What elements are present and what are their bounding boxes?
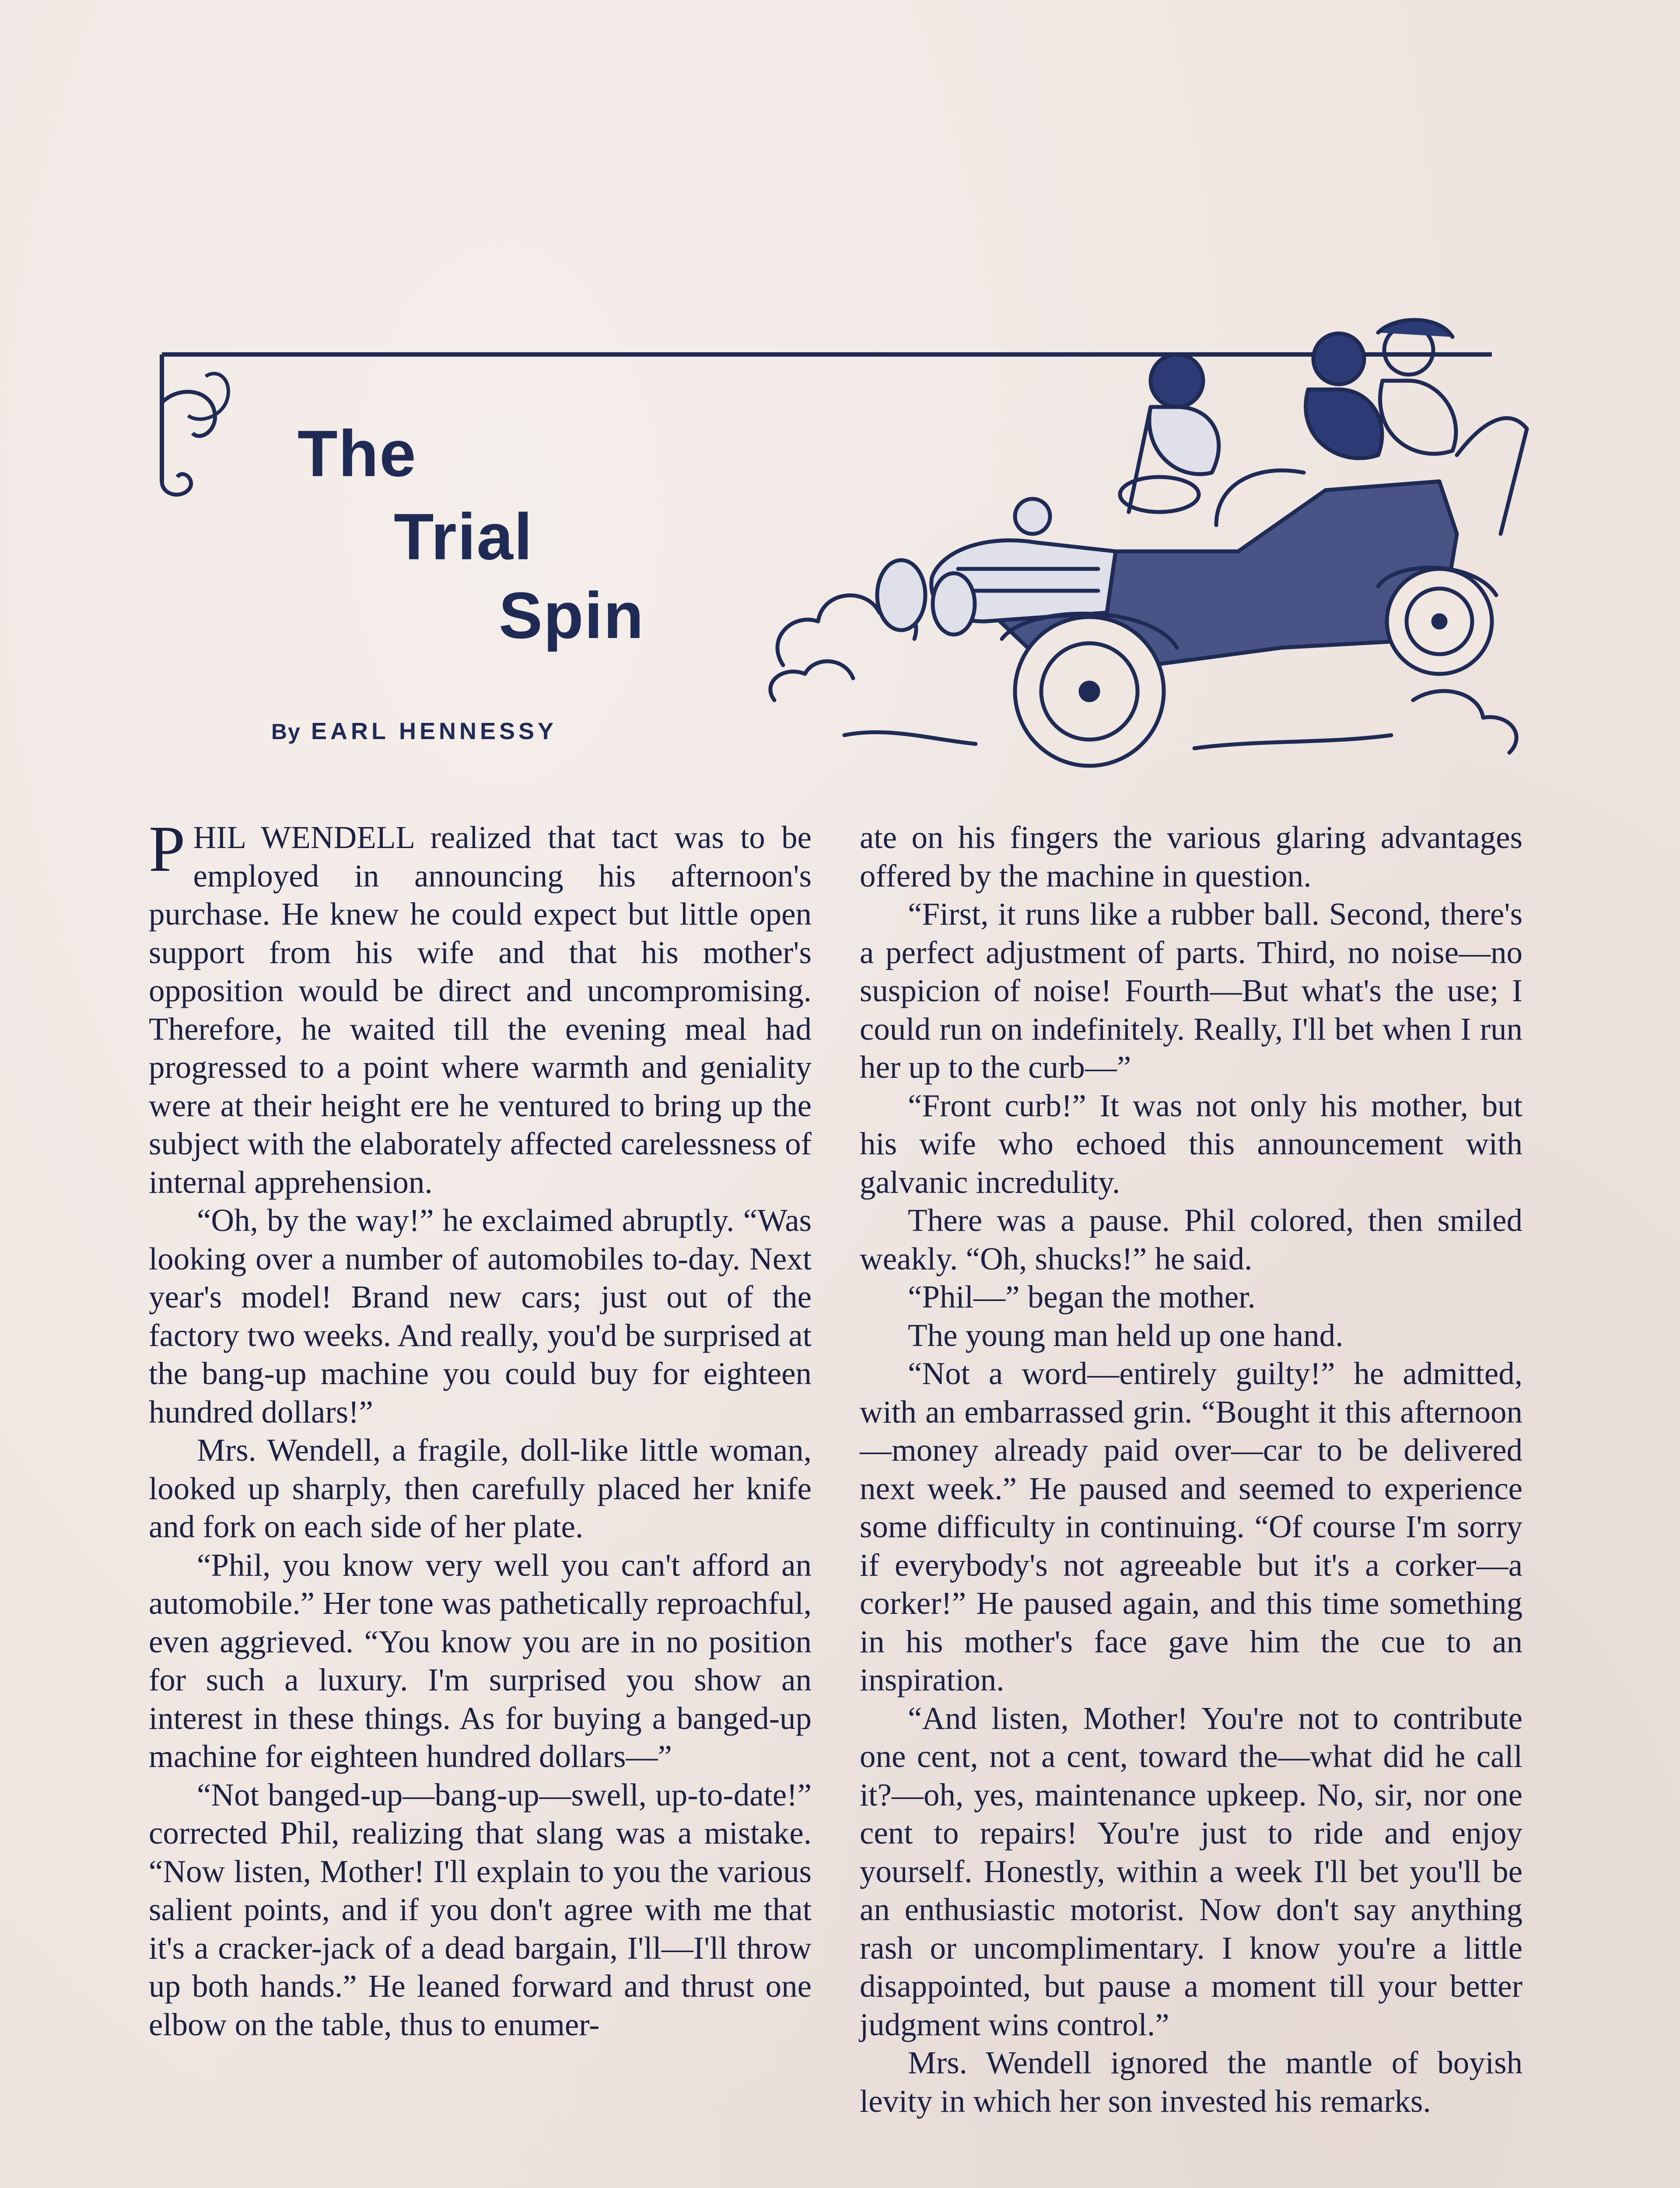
drop-cap: P [149,813,186,885]
paragraph-1-text: HIL WENDELL realized that tact was to be employed in announcing his afternoon's purchase. He knew he could expect but little open support from his wife and that his mother's opposition would be direct and uncompromising. Therefore, he waited till the evening meal had progressed to a point where warmth and geniality were at their height ere he ventured to bring up the subject with the elaborately affected carelessness of internal apprehension. [149,820,812,1200]
paragraph-10: “Phil—” began the mother. [908,1279,1256,1315]
paragraph-1 [149,813,812,1201]
paragraph-13: “And listen, Mother! You're not to contribute one cent, not a cent, toward the—what did he call it?—oh, yes, maintenance upkeep. No, sir, nor one cent to repairs! You're just to ride and enjoy yourself. Honestly, within a week I'll bet you'll be an enthusiastic motorist. Now don't say anything rash or uncomplimentary. I know you're a little disappointed, but pause a moment till your better judgment wins control.” [860,1700,1522,2042]
title-line-1: The [298,417,417,490]
byline-author: EARL HENNESSY [311,718,557,744]
paragraph-3: Mrs. Wendell, a fragile, doll-like little woman, looked up sharply, then carefully placed her knife and fork on each side of her plate. [149,1432,812,1544]
paragraph-2: “Oh, by the way!” he exclaimed abruptly. “Was looking over a number of automobiles to-day. Next year's model! Brand new cars; just out of the factory two weeks. And really, you'd be surprised at the bang-up machine you could buy for eighteen hundred dollars!” [149,1203,812,1430]
paragraph-14: Mrs. Wendell ignored the mantle of boyish levity in which her son invested his remarks. [860,2045,1522,2119]
article-column-left [149,813,812,2044]
paragraph-5: “Not banged-up—bang-up—swell, up-to-date!” corrected Phil, realizing that slang was a mistake. “Now listen, Mother! I'll explain to you the various salient points, and if you don't agree with me that it's a cracker-jack of a dead bargain, I'll—I'll throw up both hands.” He leaned forward and thrust one elbow on the table, thus to enumer- [149,1777,812,2042]
paragraph-6: ate on his fingers the various glaring advantages offered by the machine in question. [860,820,1522,894]
title-line-2: Trial [394,500,533,573]
byline-prefix: By [271,719,301,744]
paragraph-12: “Not a word—entirely guilty!” he admitted, with an embarrassed grin. “Bought it this afternoon—money already paid over—car to be delivered next week.” He paused and seemed to experience some difficulty in continuing. “Of course I'm sorry if everybody's not agreeable but it's a corker—a corker!” He paused again, and this time something in his mother's face gave him the cue to an inspiration. [860,1356,1522,1697]
paragraph-9: There was a pause. Phil colored, then smiled weakly. “Oh, shucks!” he said. [860,1203,1522,1276]
paragraph-11: The young man held up one hand. [908,1317,1344,1353]
byline [271,718,557,745]
title-line-3: Spin [499,579,644,652]
vintage-car-illustration [757,306,1553,796]
paragraph-8: “Front curb!” It was not only his mother, but his wife who echoed this announcement with galvanic incredulity. [860,1087,1522,1200]
paragraph-7: “First, it runs like a rubber ball. Second, there's a perfect adjustment of parts. Third, no noise—no suspicion of noise! Fourth—But what's the use; I could run on indefinitely. Really, I'll bet when I run her up to the curb—” [860,896,1522,1085]
article-column-right [860,818,1522,2120]
paragraph-4: “Phil, you know very well you can't afford an automobile.” Her tone was pathetically reproachful, even aggrieved. “You know you are in no position for such a luxury. I'm surprised you show an interest in these things. As for buying a banged-up machine for eighteen hundred dollars—” [149,1547,812,1774]
